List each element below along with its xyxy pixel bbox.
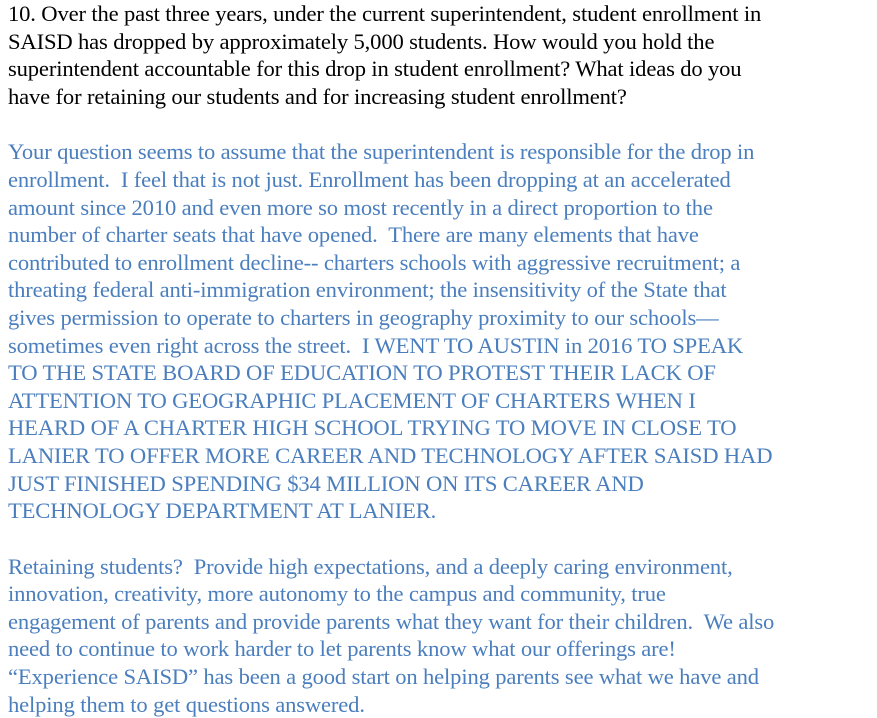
paragraph-spacer [8,525,870,553]
document-page [8,0,870,718]
paragraph-spacer [8,110,870,138]
question-paragraph: 10. Over the past three years, under the current superintendent, student enrollment in SAISD has dropped by approximately 5,000 students. How would you hold the superintendent accountable for this drop in student enrollment? What ideas do you have for retaining our students and for increasing student enrollment? [8,1,762,109]
answer-paragraph-retention: Retaining students? Provide high expectations, and a deeply caring environment, innovation, creativity, more autonomy to the campus and community, true engagement of parents and provide parents what they want for their children. We also need to continue to work harder to let parents know what our offerings are! “Experience SAISD” has been a good start on helping parents see what we have and helping them to get questions answered. [8,553,775,717]
answer-paragraph-enrollment: Your question seems to assume that the superintendent is responsible for the drop in enrollment. I feel that is not just. Enrollment has been dropping at an accelerated amount since 2010 and even more so most recently in a direct proportion to the number of charter seats that have opened. There are many elements that have contributed to enrollment decline-- charters schools with aggressive recruitment; a threating federal anti-immigration environment; the insensitivity of the State that gives permission to operate to charters in geography proximity to our schools— sometimes even right across the street. I WENT TO AUSTIN in 2016 TO SPEAK TO THE STATE BOARD OF EDUCATION TO PROTEST THEIR LACK OF ATTENTION TO GEOGRAPHIC PLACEMENT OF CHARTERS WHEN I HEARD OF A CHARTER HIGH SCHOOL TRYING TO MOVE IN CLOSE TO LANIER TO OFFER MORE CAREER AND TECHNOLOGY AFTER SAISD HAD JUST FINISHED SPENDING $34 MILLION ON ITS CAREER AND TECHNOLOGY DEPARTMENT AT LANIER. [8,139,773,524]
